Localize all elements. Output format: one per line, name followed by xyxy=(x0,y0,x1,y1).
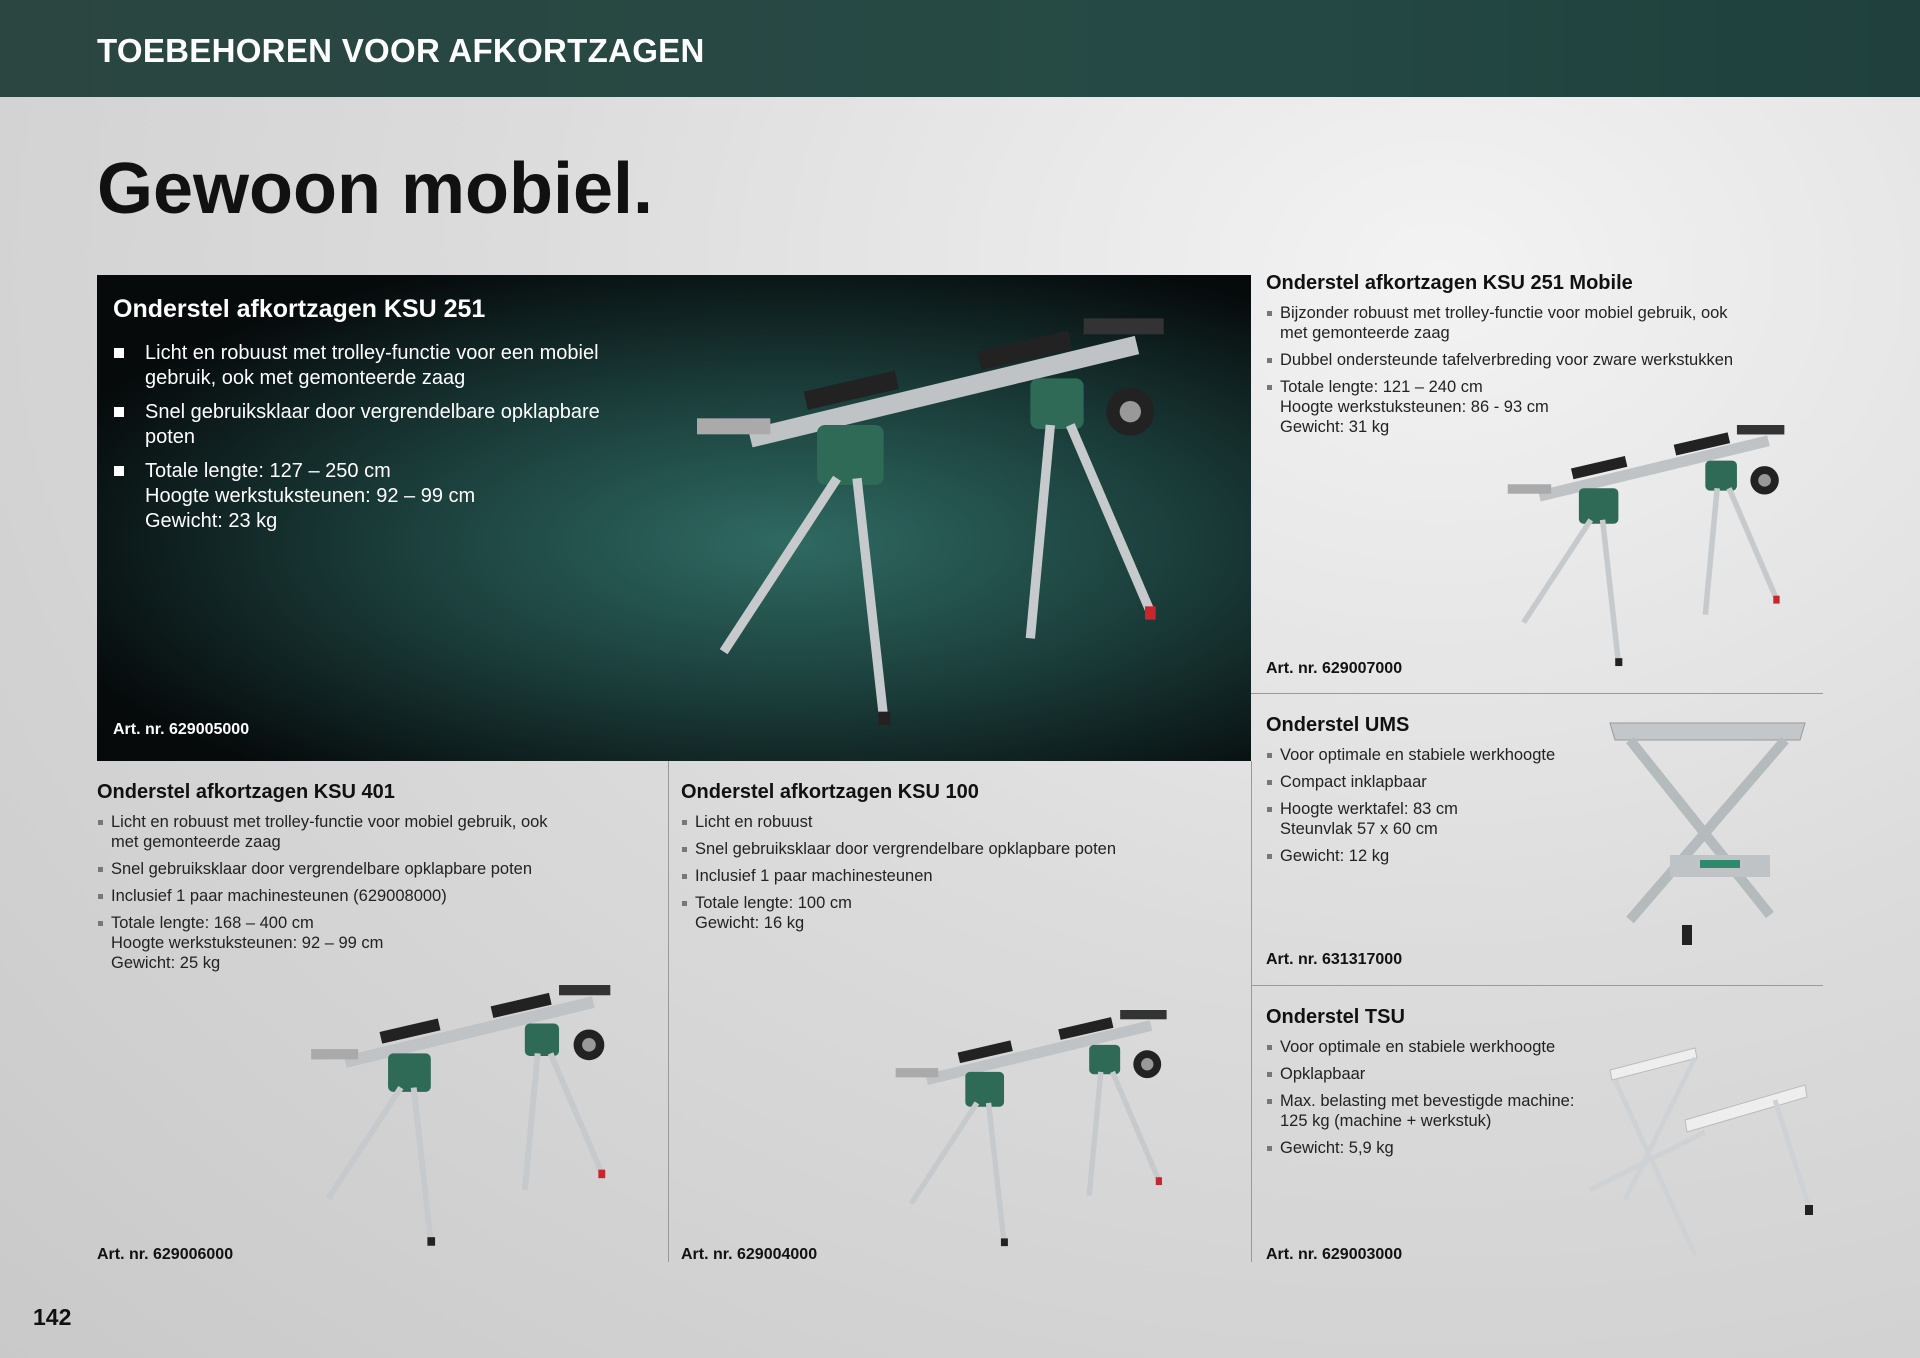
page-headline: Gewoon mobiel. xyxy=(97,149,654,229)
feature-list xyxy=(113,341,673,543)
feature-item: Snel gebruiksklaar door vergrendelbare opklapbare poten xyxy=(113,400,673,450)
feature-item: Inclusief 1 paar machinesteunen (629008000) xyxy=(97,886,657,906)
product-ksu401 xyxy=(97,781,657,980)
product-ksu100 xyxy=(681,781,1241,940)
feature-item: Totale lengte: 100 cm Gewicht: 16 kg xyxy=(681,893,1241,933)
product-title: Onderstel TSU xyxy=(1266,1006,1405,1028)
feature-item: Snel gebruiksklaar door vergrendelbare opklapbare poten xyxy=(681,839,1241,859)
product-title: Onderstel afkortzagen KSU 251 Mobile xyxy=(1266,272,1633,294)
feature-item: Totale lengte: 121 – 240 cm Hoogte werkstuksteunen: 86 - 93 cm Gewicht: 31 kg xyxy=(1266,377,1826,437)
product-image-ksu100 xyxy=(895,1010,1175,1250)
product-image-ums xyxy=(1600,715,1815,950)
section-title: TOEBEHOREN VOOR AFKORTZAGEN xyxy=(97,32,705,69)
article-number: Art. nr. 629007000 xyxy=(1266,660,1403,677)
feature-item: Gewicht: 12 kg xyxy=(1266,846,1626,866)
feature-item: Gewicht: 5,9 kg xyxy=(1266,1138,1626,1158)
feature-list xyxy=(681,812,1241,933)
divider xyxy=(1251,693,1823,694)
divider xyxy=(1251,761,1252,1262)
feature-item: Dubbel ondersteunde tafelverbreding voor zware werkstukken xyxy=(1266,350,1826,370)
product-ksu251-mobile xyxy=(1266,272,1826,444)
feature-item: Licht en robuust xyxy=(681,812,1241,832)
feature-list xyxy=(1266,1037,1626,1158)
page-number: 142 xyxy=(33,1304,72,1330)
article-number: Art. nr. 629003000 xyxy=(1266,1246,1403,1263)
product-image-tsu xyxy=(1585,1040,1825,1265)
product-image-ksu401 xyxy=(305,985,625,1250)
feature-item: Inclusief 1 paar machinesteunen xyxy=(681,866,1241,886)
feature-list xyxy=(1266,745,1626,866)
feature-item: Voor optimale en stabiele werkhoogte xyxy=(1266,745,1626,765)
product-title: Onderstel afkortzagen KSU 401 xyxy=(97,781,395,803)
featured-product-ksu251 xyxy=(97,275,1251,761)
article-number: Art. nr. 631317000 xyxy=(1266,951,1403,968)
feature-item: Hoogte werktafel: 83 cm Steunvlak 57 x 60 cm xyxy=(1266,799,1626,839)
feature-list xyxy=(1266,303,1826,437)
product-ums xyxy=(1266,714,1626,873)
feature-item: Licht en robuust met trolley-functie voor mobiel gebruik, ook met gemonteerde zaag xyxy=(97,812,657,852)
divider xyxy=(668,761,669,1262)
product-image-ksu251-mobile xyxy=(1490,425,1810,670)
divider xyxy=(1251,985,1823,986)
feature-item: Totale lengte: 168 – 400 cm Hoogte werkstuksteunen: 92 – 99 cm Gewicht: 25 kg xyxy=(97,913,657,973)
product-image-ksu251 xyxy=(697,315,1177,735)
feature-item: Bijzonder robuust met trolley-functie voor mobiel gebruik, ook met gemonteerde zaag xyxy=(1266,303,1826,343)
feature-item: Compact inklapbaar xyxy=(1266,772,1626,792)
feature-item: Max. belasting met bevestigde machine: 125 kg (machine + werkstuk) xyxy=(1266,1091,1626,1131)
product-title: Onderstel UMS xyxy=(1266,714,1410,736)
feature-item: Snel gebruiksklaar door vergrendelbare opklapbare poten xyxy=(97,859,657,879)
product-tsu xyxy=(1266,1006,1626,1165)
page-header xyxy=(0,0,1920,97)
feature-item: Totale lengte: 127 – 250 cm Hoogte werkstuksteunen: 92 – 99 cm Gewicht: 23 kg xyxy=(113,459,673,534)
feature-list xyxy=(97,812,657,973)
article-number: Art. nr. 629005000 xyxy=(113,721,250,738)
feature-item: Opklapbaar xyxy=(1266,1064,1626,1084)
article-number: Art. nr. 629006000 xyxy=(97,1246,234,1263)
feature-item: Licht en robuust met trolley-functie voor een mobiel gebruik, ook met gemonteerde zaag xyxy=(113,341,673,391)
feature-item: Voor optimale en stabiele werkhoogte xyxy=(1266,1037,1626,1057)
product-title: Onderstel afkortzagen KSU 100 xyxy=(681,781,979,803)
article-number: Art. nr. 629004000 xyxy=(681,1246,818,1263)
product-title: Onderstel afkortzagen KSU 251 xyxy=(113,295,486,323)
